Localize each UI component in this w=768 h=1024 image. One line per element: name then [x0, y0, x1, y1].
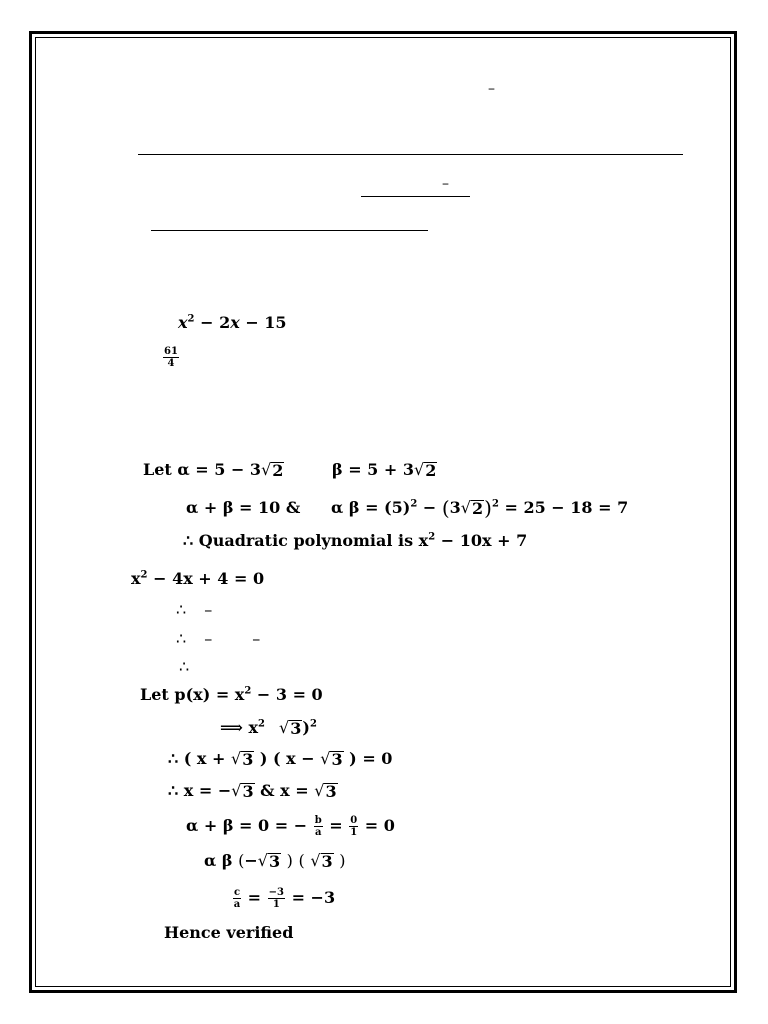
c-over-a-check: $\frac{c}{a}$ = $\frac{-3}{1}$ = −3 [233, 887, 336, 910]
therefore-line-3: ∴ [179, 657, 190, 676]
top-dash: – [488, 81, 495, 97]
hence-verified: Hence verified [164, 923, 294, 942]
therefore-line-1: ∴ – [176, 600, 213, 619]
therefore-line-2: ∴ – – [176, 629, 261, 648]
heading-dash: – [442, 176, 449, 192]
roots-line: ∴ x = − √ 3 & x = √ 3 [168, 781, 337, 801]
product-of-roots-check: α β (− √ 3 ) ( √ 3 ) [204, 851, 346, 871]
heading-underline [361, 196, 470, 197]
section-underline [151, 230, 428, 231]
factorization-line: ∴ ( x + √ 3 ) ( x − √ 3 ) = 0 [168, 749, 393, 769]
let-alpha-line: Let α = 5 − 3 √ 2 [143, 460, 284, 480]
polynomial-line: $x^2 - 2x - 15$ [178, 313, 287, 332]
quadratic-polynomial-line: ∴ Quadratic polynomial is $x^2 - 10x + 7$ [183, 531, 528, 550]
sum-line: α + β = 10 & [186, 498, 301, 517]
implies-line: ⟹ $x^2$ √ 3 )$^2$ [220, 718, 317, 738]
fraction-61-4: $\frac{61}{4}$ [164, 346, 178, 369]
horizontal-rule [138, 154, 683, 155]
sum-of-roots-check: α + β = 0 = − $\frac{b}{a}$ = $\frac{0}{1}$ = 0 [186, 815, 395, 838]
let-p-of-x-line: Let $p(x) = x^2 - 3 = 0$ [140, 685, 323, 704]
beta-definition: β = 5 + 3 √ 2 [332, 460, 437, 480]
product-line: α $\beta = (5)^2 - (3$ √ 2 )$^2$ = 25 − 18 = 7 [331, 496, 629, 520]
equation-line: $x^2 - 4x + 4 = 0$ [131, 569, 265, 588]
